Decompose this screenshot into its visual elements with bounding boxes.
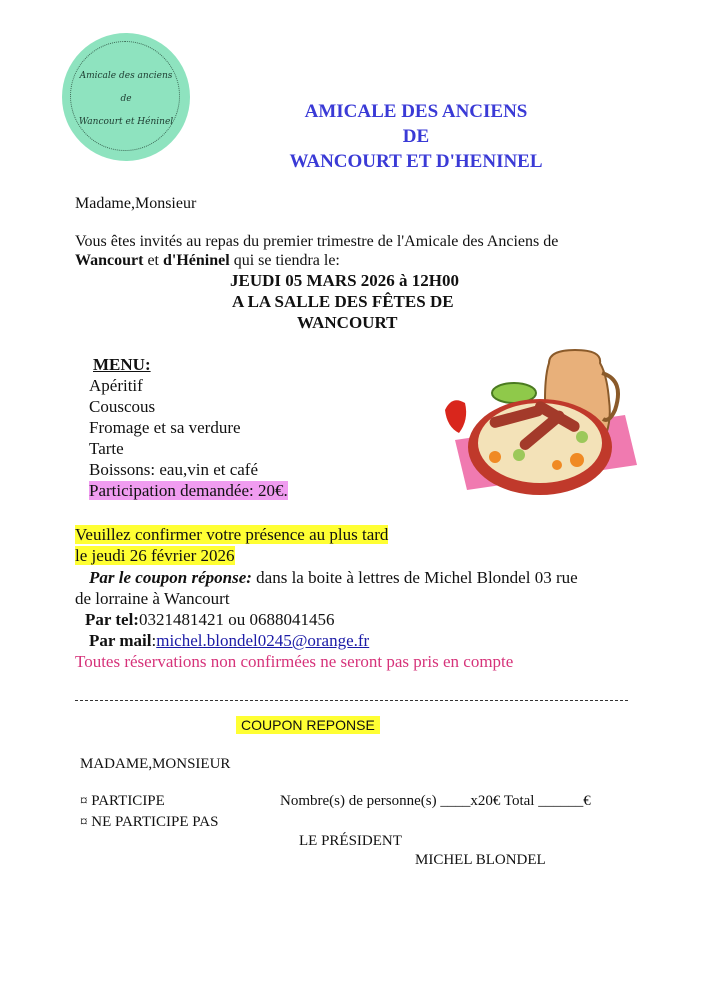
zucchini-piece bbox=[513, 449, 525, 461]
header-title-line-3: WANCOURT ET D'HENINEL bbox=[289, 151, 543, 172]
price-text: Participation demandée: 20€. bbox=[89, 481, 288, 500]
menu-item: Boissons: eau,vin et café bbox=[89, 460, 259, 479]
intro-heninel: d'Héninel bbox=[163, 252, 230, 269]
intro-line-2 bbox=[75, 252, 340, 270]
carrot-piece bbox=[489, 451, 501, 463]
logo-line-1: Amicale des anciens bbox=[79, 71, 173, 81]
cut-line-divider bbox=[75, 700, 628, 701]
menu-title: MENU: bbox=[93, 355, 151, 374]
confirm-line-1-text: Veuillez confirmer votre présence au plus tard bbox=[75, 525, 389, 544]
association-logo bbox=[62, 33, 190, 161]
mail-label: Par mail bbox=[89, 631, 152, 650]
event-date: JEUDI 05 MARS 2026 à 12H00 bbox=[230, 271, 460, 290]
intro-et: et bbox=[143, 252, 163, 269]
intro-line-1: Vous êtes invités au repas du premier trimestre de l'Amicale des Anciens de bbox=[75, 233, 559, 250]
menu-item: Tarte bbox=[89, 439, 124, 458]
intro-rest: qui se tiendra le: bbox=[229, 252, 340, 269]
coupon-title: COUPON REPONSE bbox=[236, 716, 380, 734]
coupon-text: dans la boite à lettres de Michel Blondel 03 rue bbox=[251, 568, 578, 587]
mail-line bbox=[89, 631, 369, 651]
coupon-instruction bbox=[89, 568, 578, 588]
phone-line bbox=[85, 610, 334, 630]
confirm-line-1 bbox=[75, 525, 388, 545]
phone-numbers: 0321481421 ou 0688041456 bbox=[138, 610, 335, 629]
warning-text: Toutes réservations non confirmées ne seront pas pris en compte bbox=[75, 652, 514, 671]
president-name: MICHEL BLONDEL bbox=[415, 852, 546, 868]
header-title-line-1: AMICALE DES ANCIENS bbox=[304, 101, 528, 122]
intro-wancourt: Wancourt bbox=[75, 252, 144, 269]
coupon-salutation: MADAME,MONSIEUR bbox=[80, 756, 231, 772]
confirm-line-2 bbox=[75, 546, 235, 566]
count-total-field[interactable]: Nombre(s) de personne(s) ____x20€ Total ______€ bbox=[280, 793, 591, 809]
carrot-piece bbox=[552, 460, 562, 470]
option-participe[interactable]: ¤ PARTICIPE bbox=[80, 793, 165, 809]
zucchini-piece bbox=[576, 431, 588, 443]
confirm-line-2-text: le jeudi 26 février 2026 bbox=[75, 546, 235, 565]
carrot-piece bbox=[570, 453, 584, 467]
logo-line-2: de bbox=[120, 94, 132, 104]
mail-colon: : bbox=[151, 631, 157, 650]
option-ne-participe-pas[interactable]: ¤ NE PARTICIPE PAS bbox=[80, 814, 219, 830]
menu-item: Apéritif bbox=[89, 376, 143, 395]
couscous-dish-image bbox=[437, 345, 637, 505]
menu-item: Fromage et sa verdure bbox=[89, 418, 241, 437]
email-link[interactable]: michel.blondel0245@orange.fr bbox=[156, 631, 370, 650]
coupon-label: Par le coupon réponse: bbox=[89, 568, 252, 587]
coupon-text-2: de lorraine à Wancourt bbox=[75, 589, 230, 608]
header-title-line-2: DE bbox=[402, 126, 430, 147]
logo-line-3: Wancourt et Héninel bbox=[78, 117, 174, 127]
president-title: LE PRÉSIDENT bbox=[299, 833, 402, 849]
event-town: WANCOURT bbox=[297, 313, 398, 332]
tel-label: Par tel: bbox=[85, 610, 139, 629]
price bbox=[89, 481, 288, 501]
event-place: A LA SALLE DES FÊTES DE bbox=[232, 292, 454, 311]
menu-item: Couscous bbox=[89, 397, 156, 416]
greeting: Madame,Monsieur bbox=[75, 195, 197, 212]
pepper-shape bbox=[445, 400, 466, 433]
